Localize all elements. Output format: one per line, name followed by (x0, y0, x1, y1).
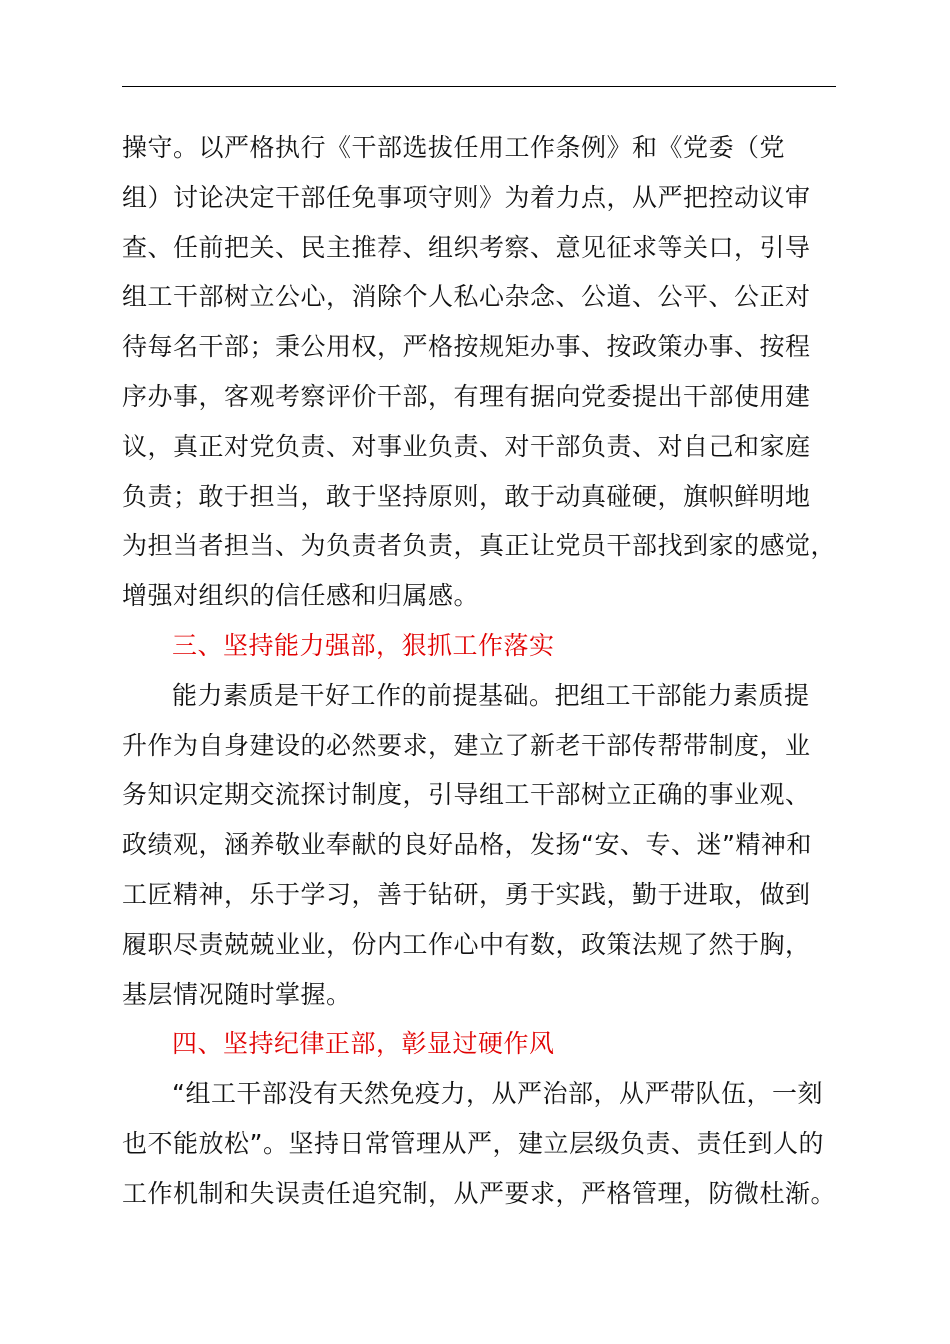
text-line: 增强对组织的信任感和归属感。 (122, 581, 480, 611)
text-line: 务知识定期交流探讨制度，引导组工干部树立正确的事业观、 (122, 780, 811, 810)
text-line: 操守。以严格执行《干部选拔任用工作条例》和《党委（党 (122, 133, 786, 162)
section-heading-4: 四、坚持纪律正部，彰显过硬作风 (172, 1029, 555, 1059)
text-line: 序办事，客观考察评价干部，有理有据向党委提出干部使用建 (122, 381, 811, 411)
text-line: 工作机制和失误责任追究制，从严要求，严格管理，防微杜渐。 (122, 1178, 837, 1208)
text-line: 履职尽责兢兢业业，份内工作心中有数，政策法规了然于胸， (122, 929, 811, 959)
section-heading-3: 三、坚持能力强部，狠抓工作落实 (172, 630, 555, 660)
text-line: 政绩观，涵养敬业奉献的良好品格，发扬“安、专、迷”精神和 (122, 830, 812, 860)
text-line: 查、任前把关、民主推荐、组织考察、意见征求等关口，引导 (122, 232, 811, 262)
document-body (122, 123, 862, 1219)
text-line: 为担当者担当、为负责者负责，真正让党员干部找到家的感觉， (122, 531, 837, 561)
text-line: 基层情况随时掌握。 (122, 979, 352, 1009)
text-line: 待每名干部；秉公用权，严格按规矩办事、按政策办事、按程 (122, 332, 811, 362)
text-line: 工匠精神，乐于学习，善于钻研，勇于实践，勤于进取，做到 (122, 879, 811, 909)
text-line: 组）讨论决定干部任免事项守则》为着力点，从严把控动议审 (122, 182, 811, 212)
text-line: 负责；敢于担当，敢于坚持原则，敢于动真碰硬，旗帜鲜明地 (122, 481, 811, 511)
header-rule (122, 86, 836, 87)
text-line: 议，真正对党负责、对事业负责、对干部负责、对自己和家庭 (122, 431, 811, 461)
text-line: 组工干部树立公心，消除个人私心杂念、公道、公平、公正对 (122, 282, 811, 312)
paragraph-start: “组工干部没有天然免疫力，从严治部，从严带队伍，一刻 (172, 1079, 823, 1109)
paragraph-start: 能力素质是干好工作的前提基础。把组工干部能力素质提 (172, 680, 810, 710)
text-line: 也不能放松”。坚持日常管理从严，建立层级负责、责任到人的 (122, 1128, 824, 1158)
text-line: 升作为自身建设的必然要求，建立了新老干部传帮带制度，业 (122, 730, 811, 760)
